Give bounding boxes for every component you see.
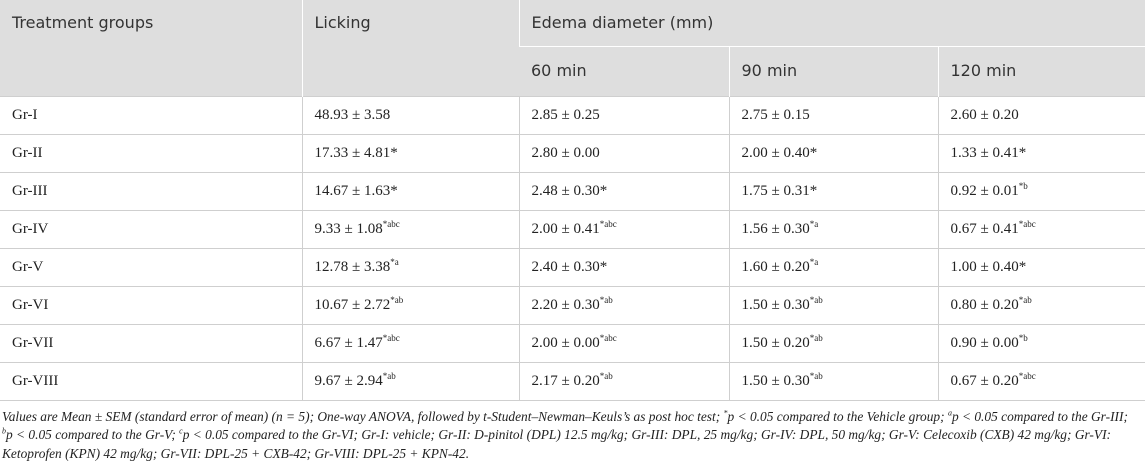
significance-marker: *a bbox=[809, 256, 819, 267]
significance-marker: *ab bbox=[1018, 294, 1032, 305]
table-row bbox=[0, 248, 1145, 286]
table-row bbox=[0, 362, 1145, 400]
cell-value: 1.50 ± 0.20 bbox=[741, 334, 810, 351]
cell-60-min bbox=[519, 248, 729, 286]
cell-value: 2.00 ± 0.40* bbox=[741, 144, 818, 161]
cell-90-min bbox=[729, 172, 938, 210]
significance-marker: *ab bbox=[382, 370, 396, 381]
header-edema-diameter: Edema diameter (mm) bbox=[519, 0, 1145, 46]
header-licking: Licking bbox=[302, 0, 519, 96]
cell-value: 14.67 ± 1.63* bbox=[314, 182, 398, 199]
cell-120-min bbox=[938, 210, 1145, 248]
footnote-symbol: a bbox=[947, 408, 952, 418]
table-body bbox=[0, 96, 1145, 400]
cell-licking bbox=[302, 362, 519, 400]
footnote-text: Values are Mean ± SEM (standard error of mean) (n = 5); One-way ANOVA, followed by t-Student–Newman–Keuls’s as post hoc test; bbox=[2, 408, 724, 424]
cell-value: 12.78 ± 3.38 bbox=[314, 258, 391, 275]
cell-group: Gr-VII bbox=[0, 324, 302, 362]
cell-value: 2.80 ± 0.00 bbox=[531, 144, 600, 161]
cell-group: Gr-II bbox=[0, 134, 302, 172]
cell-group: Gr-V bbox=[0, 248, 302, 286]
cell-value: 2.60 ± 0.20 bbox=[950, 106, 1019, 123]
table-row bbox=[0, 172, 1145, 210]
cell-group: Gr-I bbox=[0, 96, 302, 134]
cell-group: Gr-IV bbox=[0, 210, 302, 248]
cell-value: 17.33 ± 4.81* bbox=[314, 144, 398, 161]
significance-marker: *a bbox=[809, 218, 819, 229]
header-60-min: 60 min bbox=[519, 46, 729, 96]
footnote-symbol: b bbox=[2, 426, 6, 436]
cell-value: 0.67 ± 0.41 bbox=[950, 220, 1019, 237]
cell-group: Gr-VIII bbox=[0, 362, 302, 400]
cell-value: 9.67 ± 2.94 bbox=[314, 372, 383, 389]
cell-90-min bbox=[729, 248, 938, 286]
table-row bbox=[0, 286, 1145, 324]
table-row bbox=[0, 210, 1145, 248]
header-120-min: 120 min bbox=[938, 46, 1145, 96]
cell-120-min bbox=[938, 172, 1145, 210]
header-treatment-groups: Treatment groups bbox=[0, 0, 302, 96]
table-header bbox=[0, 0, 1145, 96]
cell-value: 48.93 ± 3.58 bbox=[314, 106, 391, 123]
significance-marker: *abc bbox=[382, 218, 400, 229]
footnote-text: p < 0.05 compared to the Vehicle group; bbox=[727, 408, 948, 424]
table-footnote bbox=[0, 401, 1145, 464]
cell-120-min bbox=[938, 248, 1145, 286]
cell-90-min bbox=[729, 362, 938, 400]
significance-marker: *ab bbox=[599, 294, 613, 305]
cell-value: 2.20 ± 0.30 bbox=[531, 296, 600, 313]
significance-marker: *abc bbox=[382, 332, 400, 343]
cell-60-min bbox=[519, 286, 729, 324]
cell-group: Gr-VI bbox=[0, 286, 302, 324]
footnote-text: p < 0.05 compared to the Gr-III; bbox=[951, 408, 1128, 424]
cell-60-min bbox=[519, 324, 729, 362]
significance-marker: *abc bbox=[1018, 370, 1036, 381]
cell-value: 2.48 ± 0.30* bbox=[531, 182, 608, 199]
cell-120-min bbox=[938, 286, 1145, 324]
cell-licking bbox=[302, 172, 519, 210]
cell-120-min bbox=[938, 96, 1145, 134]
cell-60-min bbox=[519, 210, 729, 248]
cell-60-min bbox=[519, 172, 729, 210]
cell-120-min bbox=[938, 134, 1145, 172]
significance-marker: *ab bbox=[809, 370, 823, 381]
table-row bbox=[0, 324, 1145, 362]
significance-marker: *abc bbox=[1018, 218, 1036, 229]
cell-value: 0.90 ± 0.00 bbox=[950, 334, 1019, 351]
significance-marker: *ab bbox=[809, 294, 823, 305]
cell-value: 1.50 ± 0.30 bbox=[741, 372, 810, 389]
header-90-min: 90 min bbox=[729, 46, 938, 96]
footnote-text: p < 0.05 compared to the Gr-VI; Gr-I: vehicle; Gr-II: D-pinitol (DPL) 12.5 mg/kg; Gr-III: DPL, 25 mg/kg; Gr-IV: DPL, 50 mg/kg; Gr-V: Celecoxib (CXB) 42 mg/kg; Gr-VI: Ketoprofen (KPN) 42 mg/kg; Gr-VII: DPL-25 + CXB-42; Gr-VIII: DPL-25 + KPN-42. bbox=[2, 427, 1111, 461]
cell-60-min bbox=[519, 96, 729, 134]
significance-marker: *a bbox=[390, 256, 399, 267]
cell-90-min bbox=[729, 134, 938, 172]
table-row bbox=[0, 96, 1145, 134]
cell-value: 2.75 ± 0.15 bbox=[741, 106, 810, 123]
cell-60-min bbox=[519, 134, 729, 172]
cell-90-min bbox=[729, 210, 938, 248]
cell-value: 1.60 ± 0.20 bbox=[741, 258, 810, 275]
cell-value: 0.80 ± 0.20 bbox=[950, 296, 1019, 313]
cell-value: 0.92 ± 0.01 bbox=[950, 182, 1019, 199]
cell-90-min bbox=[729, 324, 938, 362]
cell-value: 1.56 ± 0.30 bbox=[741, 220, 810, 237]
cell-value: 1.33 ± 0.41* bbox=[950, 144, 1027, 161]
cell-licking bbox=[302, 286, 519, 324]
cell-90-min bbox=[729, 286, 938, 324]
cell-licking bbox=[302, 96, 519, 134]
significance-marker: *b bbox=[1018, 180, 1028, 191]
cell-licking bbox=[302, 248, 519, 286]
cell-value: 6.67 ± 1.47 bbox=[314, 334, 383, 351]
cell-value: 1.75 ± 0.31* bbox=[741, 182, 818, 199]
significance-marker: *ab bbox=[599, 370, 613, 381]
significance-marker: *abc bbox=[599, 218, 617, 229]
table-row bbox=[0, 134, 1145, 172]
cell-value: 0.67 ± 0.20 bbox=[950, 372, 1019, 389]
significance-marker: *abc bbox=[599, 332, 617, 343]
cell-licking bbox=[302, 134, 519, 172]
cell-value: 1.00 ± 0.40* bbox=[950, 258, 1027, 275]
cell-60-min bbox=[519, 362, 729, 400]
cell-value: 2.85 ± 0.25 bbox=[531, 106, 600, 123]
footnote-symbol: c bbox=[179, 426, 183, 436]
cell-value: 9.33 ± 1.08 bbox=[314, 220, 383, 237]
cell-value: 2.40 ± 0.30* bbox=[531, 258, 608, 275]
cell-value: 10.67 ± 2.72 bbox=[314, 296, 391, 313]
cell-value: 2.17 ± 0.20 bbox=[531, 372, 600, 389]
footnote-text: p < 0.05 compared to the Gr-V; bbox=[6, 427, 180, 442]
cell-120-min bbox=[938, 362, 1145, 400]
cell-value: 2.00 ± 0.00 bbox=[531, 334, 600, 351]
cell-value: 2.00 ± 0.41 bbox=[531, 220, 600, 237]
cell-value: 1.50 ± 0.30 bbox=[741, 296, 810, 313]
significance-marker: *b bbox=[1018, 332, 1028, 343]
significance-marker: *ab bbox=[809, 332, 823, 343]
cell-licking bbox=[302, 324, 519, 362]
cell-group: Gr-III bbox=[0, 172, 302, 210]
cell-120-min bbox=[938, 324, 1145, 362]
footnote-symbol: * bbox=[723, 408, 728, 418]
significance-marker: *ab bbox=[390, 294, 404, 305]
cell-licking bbox=[302, 210, 519, 248]
cell-90-min bbox=[729, 96, 938, 134]
